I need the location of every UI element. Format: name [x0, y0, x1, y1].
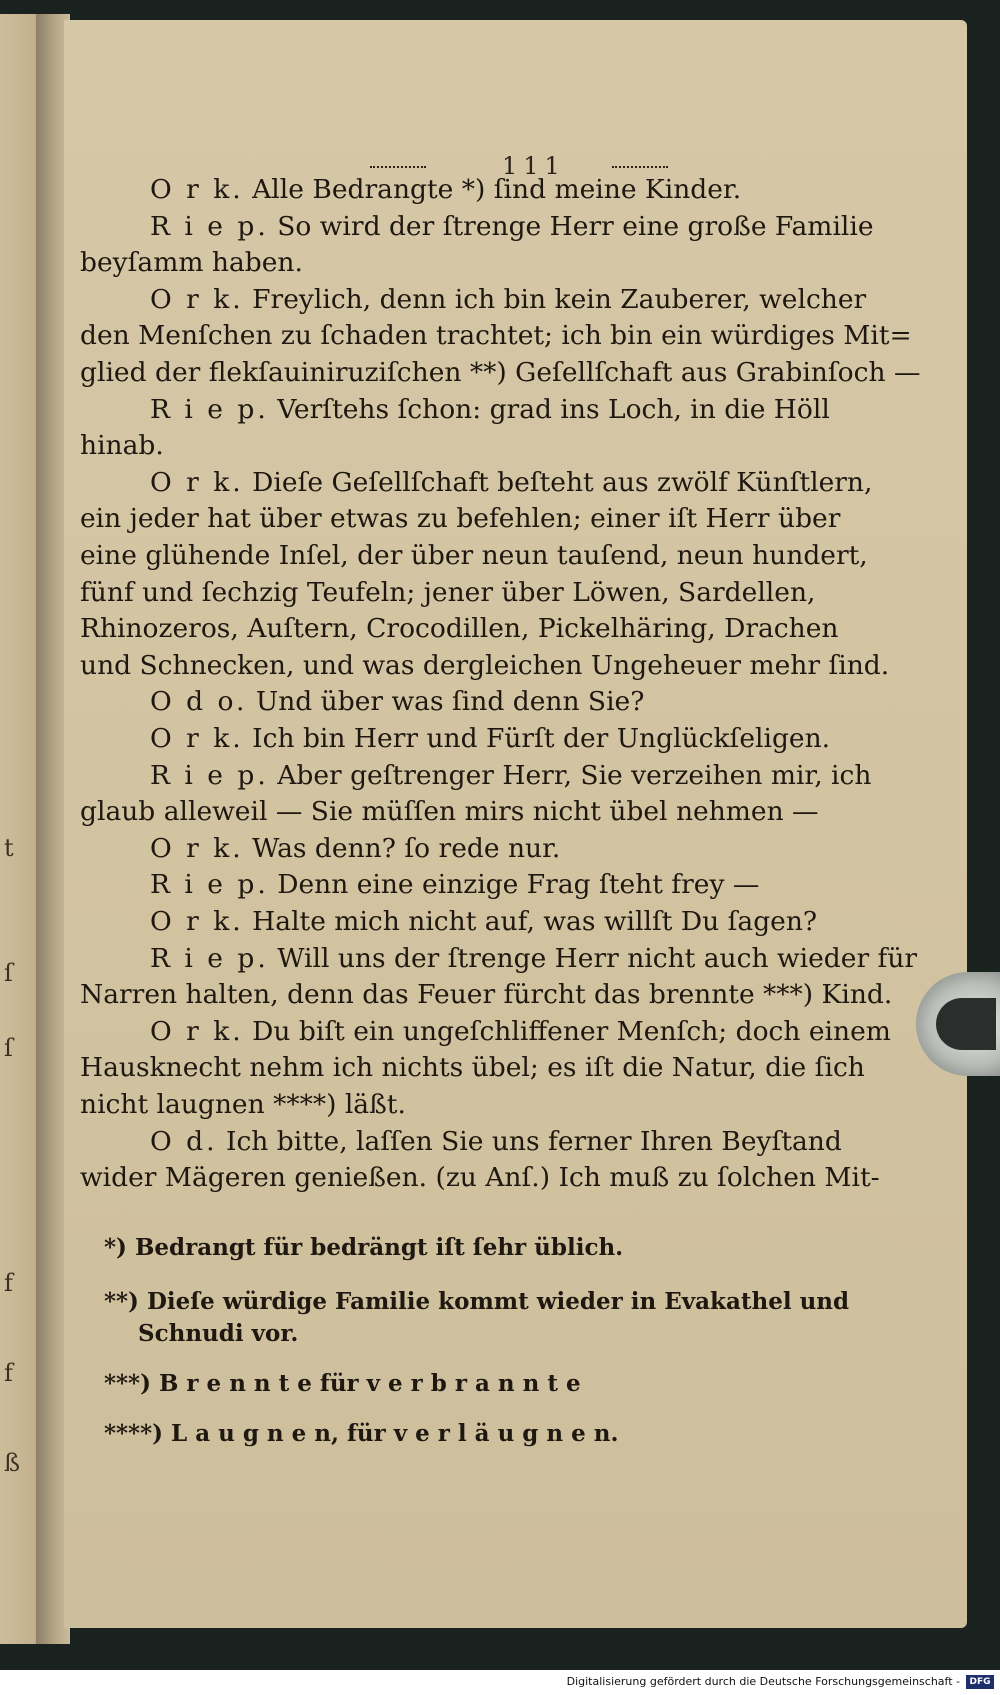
- line-text: beyſamm haben.: [80, 247, 303, 279]
- text-line: [150, 282, 866, 318]
- text-line: [150, 1014, 891, 1050]
- footnote-text: Bedrangt für bedrängt iſt ſehr üblich.: [134, 1234, 624, 1261]
- text-line: [80, 318, 912, 354]
- speaker-name: R i e p.: [150, 393, 269, 425]
- line-text: Verſtehs ſchon: grad ins Loch, in die Höll: [277, 393, 830, 425]
- text-line: [150, 392, 830, 428]
- line-text: den Menſchen zu ſchaden trachtet; ich bin ein würdiges Mit=: [80, 320, 912, 352]
- text-line: [150, 831, 560, 867]
- footnote: [104, 1418, 618, 1450]
- text-line: [80, 648, 889, 684]
- text-line: [80, 538, 868, 574]
- line-text: glied der flekſauiniruziſchen **) Geſellſchaft aus Grabinſoch —: [80, 357, 921, 388]
- speaker-name: O r k.: [150, 466, 244, 498]
- left-page-fragment: ſ: [4, 959, 13, 987]
- line-text: Alle Bedrangte *) ſind meine Kinder.: [252, 174, 742, 205]
- text-line: [80, 1087, 406, 1123]
- header-ornament-right: [612, 166, 668, 168]
- text-line: [80, 977, 892, 1013]
- line-text: Ich bin Herr und Fürſt der Unglückſeligen.: [252, 723, 831, 754]
- line-text: fünf und ſechzig Teufeln; jener über Löwen, Sardellen,: [80, 576, 816, 608]
- speaker-name: O r k.: [150, 283, 244, 315]
- dfg-logo: DFG: [966, 1675, 994, 1689]
- footnote-mark: ****): [104, 1420, 163, 1447]
- left-page-fragment: t: [4, 834, 14, 862]
- line-text: glaub alleweil — Sie müſſen mirs nicht übel nehmen —: [80, 796, 819, 828]
- line-text: nicht laugnen ****) läßt.: [80, 1089, 406, 1120]
- text-line: [150, 758, 871, 794]
- line-text: Will uns der ſtrenge Herr nicht auch wieder für: [277, 942, 918, 974]
- footnote-text: Schnudi vor.: [138, 1320, 299, 1347]
- book-page: [64, 20, 967, 1628]
- speaker-name: R i e p.: [150, 942, 269, 974]
- line-text: Du biſt ein ungeſchliffener Menſch; doch einem: [252, 1015, 891, 1047]
- text-line: [80, 794, 819, 830]
- text-line: [150, 941, 917, 977]
- left-page-fragment: f: [4, 1359, 13, 1387]
- line-text: Rhinozeros, Auſtern, Crocodillen, Pickelhäring, Drachen: [80, 613, 839, 645]
- speaker-name: O r k.: [150, 723, 244, 754]
- text-line: [80, 245, 303, 281]
- line-text: Dieſe Geſellſchaft beſteht aus zwölf Künſtlern,: [252, 466, 873, 498]
- footnote-text: B r e n n t e für v e r b r a n n t e: [158, 1370, 581, 1397]
- line-text: Freylich, denn ich bin kein Zauberer, welcher: [252, 283, 867, 315]
- text-line: [150, 684, 644, 720]
- speaker-name: O d.: [150, 1125, 218, 1157]
- text-line: [150, 721, 830, 757]
- line-text: Narren halten, denn das Feuer fürcht das brennte ***) Kind.: [80, 979, 893, 1011]
- line-text: wider Mägeren genießen. (zu Anſ.) Ich muß zu ſolchen Mit-: [80, 1162, 880, 1194]
- line-text: So wird der ſtrenge Herr eine große Familie: [277, 210, 874, 242]
- footer-credit: Digitalisierung gefördert durch die Deutsche Forschungsgemeinschaft -: [566, 1675, 960, 1688]
- speaker-name: R i e p.: [150, 759, 269, 791]
- line-text: Aber geſtrenger Herr, Sie verzeihen mir, ich: [277, 759, 872, 791]
- text-line: [150, 904, 817, 940]
- page-header: [64, 130, 967, 180]
- text-line: [150, 172, 741, 208]
- speaker-name: R i e p.: [150, 869, 269, 901]
- speaker-name: R i e p.: [150, 210, 269, 242]
- text-line: [80, 575, 815, 611]
- clip-shadow: [936, 998, 996, 1050]
- speaker-name: O r k.: [150, 906, 244, 937]
- text-line: [80, 428, 164, 464]
- header-ornament-left: [370, 166, 426, 168]
- left-page-fragment: ß: [4, 1449, 21, 1477]
- speaker-name: O d o.: [150, 686, 248, 718]
- left-page-fragment: f: [4, 1269, 13, 1297]
- footnote: [104, 1232, 623, 1264]
- line-text: eine glühende Inſel, der über neun tauſend, neun hundert,: [80, 540, 868, 571]
- speaker-name: O r k.: [150, 174, 244, 205]
- line-text: Ich bitte, laſſen Sie uns ferner Ihren Beyſtand: [225, 1125, 842, 1157]
- footnote: [138, 1318, 298, 1350]
- text-line: [80, 355, 920, 391]
- footnote-text: L a u g n e n, für v e r l ä u g n e n.: [171, 1420, 619, 1447]
- page-number: 111: [502, 152, 566, 180]
- line-text: ein jeder hat über etwas zu befehlen; einer iſt Herr über: [80, 503, 841, 535]
- footer-bar: [0, 1670, 1000, 1695]
- text-line: [150, 867, 759, 903]
- text-line: [150, 209, 874, 245]
- speaker-name: O r k.: [150, 1015, 244, 1047]
- left-page-fragment: ſ: [4, 1034, 13, 1062]
- line-text: Denn eine einzige Frag ſteht frey —: [277, 869, 760, 901]
- text-line: [150, 1124, 842, 1160]
- footnote-mark: *): [104, 1234, 127, 1261]
- text-line: [80, 501, 840, 537]
- footnote-mark: ***): [104, 1370, 151, 1397]
- footnote-mark: **): [104, 1288, 139, 1315]
- line-text: Und über was ſind denn Sie?: [255, 686, 645, 718]
- footnote: [104, 1368, 581, 1400]
- line-text: hinab.: [80, 430, 164, 462]
- text-line: [80, 611, 838, 647]
- line-text: Halte mich nicht auf, was willſt Du ſagen?: [252, 906, 818, 937]
- line-text: Hausknecht nehm ich nichts übel; es iſt die Natur, die ſich: [80, 1052, 865, 1084]
- footnote: [104, 1286, 849, 1318]
- speaker-name: O r k.: [150, 832, 244, 864]
- line-text: Was denn? ſo rede nur.: [252, 832, 561, 864]
- text-line: [80, 1050, 865, 1086]
- footnote-text: Dieſe würdige Familie kommt wieder in Evakathel und: [146, 1288, 850, 1315]
- line-text: und Schnecken, und was dergleichen Ungeheuer mehr ſind.: [80, 649, 890, 681]
- text-line: [80, 1160, 880, 1196]
- text-line: [150, 465, 872, 501]
